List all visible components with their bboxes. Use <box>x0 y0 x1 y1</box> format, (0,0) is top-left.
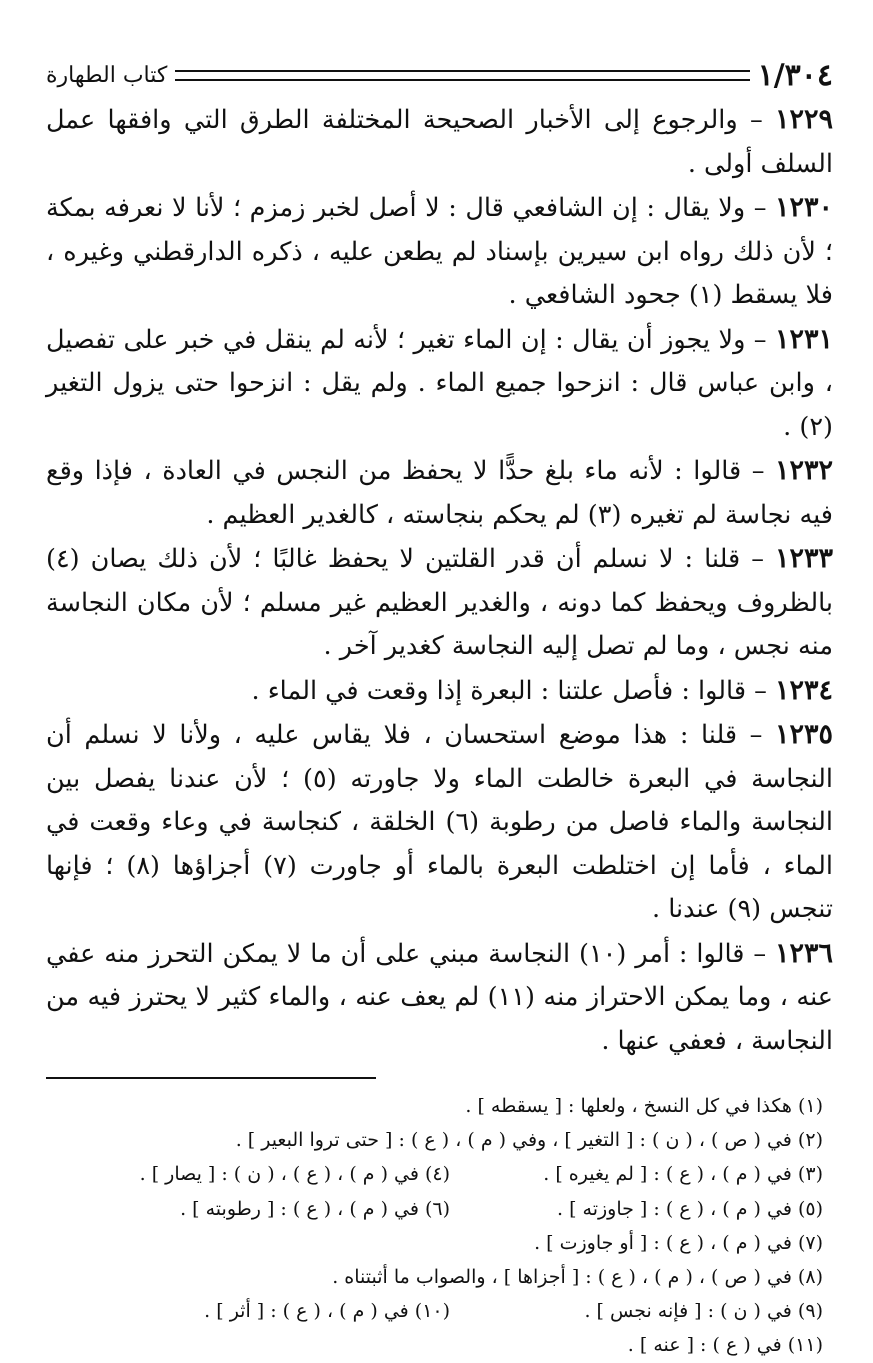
paragraph-number: ١٢٣٠ <box>774 192 833 223</box>
paragraph-1234 <box>46 669 833 714</box>
footnote-5: (٥) في ( م ) ، ( ع ) : [ جاوزته ] . <box>557 1197 823 1220</box>
page-number: ١/٣٠٤ <box>757 57 833 93</box>
running-header <box>46 58 833 92</box>
paragraph-text: – قلنا : هذا موضع استحسان ، فلا يقاس عليه ، ولأنا لا نسلم أن النجاسة في البعرة خالطت الماء ولا جاورته (٥) ؛ لأن عندنا يفصل بين النجاسة والماء فاصل من رطوبة (٦) الخلقة ، كنجاسة في وعاء وقعت في الماء ، فأما إن اختلطت البعرة بالماء أو جاورت (٧) أجزاؤها (٨) ؛ فإنها تنجس (٩) عندنا . <box>46 720 834 924</box>
footnote-10: (١٠) في ( م ) ، ( ع ) : [ أثر ] . <box>204 1300 451 1323</box>
paragraph-number: ١٢٣٤ <box>774 674 833 706</box>
paragraph-text: – قالوا : أمر (١٠) النجاسة مبني على أن ما لا يمكن التحرز منه عفي عنه ، وما يمكن الاحتراز منه (١١) لم يعف عنه ، والماء كثير لا يحترز فيه من النجاسة ، فعفي عنها . <box>46 938 833 1056</box>
paragraph-text: – قالوا : لأنه ماء بلغ حدًّا لا يحفظ من النجس في العادة ، فإذا وقع فيه نجاسة لم تغيره (٣) لم يحكم بنجاسته ، كالغدير العظيم . <box>46 456 833 530</box>
footnote-2: (٢) في ( ص ) ، ( ن ) : [ التغير ] ، وفي ( م ) ، ( ع ) : [ حتى تروا البعير ] . <box>235 1129 823 1152</box>
footnote-4: (٤) في ( م ) ، ( ع ) ، ( ن ) : [ يصار ] . <box>139 1163 451 1186</box>
paragraph-number: ١٢٢٩ <box>774 104 833 135</box>
paragraph-text: – قالوا : فأصل علتنا : البعرة إذا وقعت في الماء . <box>251 675 775 706</box>
paragraph-text: – قلنا : لا نسلم أن قدر القلتين لا يحفظ غالبًا ؛ لأن ذلك يصان (٤) بالظروف ويحفظ كما دونه ، والغدير العظيم غير مسلم ؛ لأن مكان النجاسة منه نجس ، وما لم تصل إليه النجاسة كغدير آخر . <box>46 544 833 661</box>
footnote-8: (٨) في ( ص ) ، ( م ) ، ( ع ) : [ أجزاها ] ، والصواب ما أثبتناه . <box>332 1266 823 1289</box>
paragraph-1231 <box>46 318 833 450</box>
paragraph-number: ١٢٣١ <box>774 323 833 355</box>
footnote-11: (١١) في ( ع ) : [ عنه ] . <box>627 1334 823 1357</box>
paragraph-1229 <box>46 98 833 186</box>
paragraph-1232 <box>46 449 833 537</box>
footnotes <box>46 1089 833 1363</box>
footnote-3: (٣) في ( م ) ، ( ع ) : [ لم يغيره ] . <box>543 1163 823 1186</box>
paragraph-text: – ولا يجوز أن يقال : إن الماء تغير ؛ لأنه لم ينقل في خبر على تفصيل ، وابن عباس قال : انزحوا جميع الماء . ولم يقل : انزحوا حتى يزول التغير (٢) . <box>46 324 833 442</box>
paragraph-1236 <box>46 932 833 1064</box>
book-title: كتاب الطهارة <box>46 62 168 88</box>
footnote-6: (٦) في ( م ) ، ( ع ) : [ رطوبته ] . <box>180 1197 451 1220</box>
paragraph-number: ١٢٣٣ <box>774 543 833 574</box>
header-double-rule <box>175 70 749 81</box>
paragraph-number: ١٢٣٥ <box>774 719 833 750</box>
footnote-separator <box>46 1077 376 1079</box>
paragraph-number: ١٢٣٢ <box>774 455 833 486</box>
paragraph-number: ١٢٣٦ <box>774 937 833 969</box>
paragraph-1230 <box>46 186 833 318</box>
footnote-1: (١) هكذا في كل النسخ ، ولعلها : [ يسقطه ] . <box>465 1095 823 1117</box>
main-text <box>46 98 833 1063</box>
paragraph-text: – والرجوع إلى الأخبار الصحيحة المختلفة الطرق التي وافقها عمل السلف أولى . <box>46 105 833 179</box>
footnote-9: (٩) في ( ن ) : [ فإنه نجس ] . <box>584 1300 823 1323</box>
paragraph-1235 <box>46 713 833 932</box>
paragraph-1233 <box>46 537 833 669</box>
paragraph-text: – ولا يقال : إن الشافعي قال : لا أصل لخبر زمزم ؛ لأنا لا نعرفه بمكة ؛ لأن ذلك رواه ابن سيرين بإسناد لم يطعن عليه ، ذكره الدارقطني وغيره ، فلا يسقط (١) جحود الشافعي . <box>46 193 833 310</box>
footnote-7: (٧) في ( م ) ، ( ع ) : [ أو جاوزت ] . <box>534 1231 823 1254</box>
